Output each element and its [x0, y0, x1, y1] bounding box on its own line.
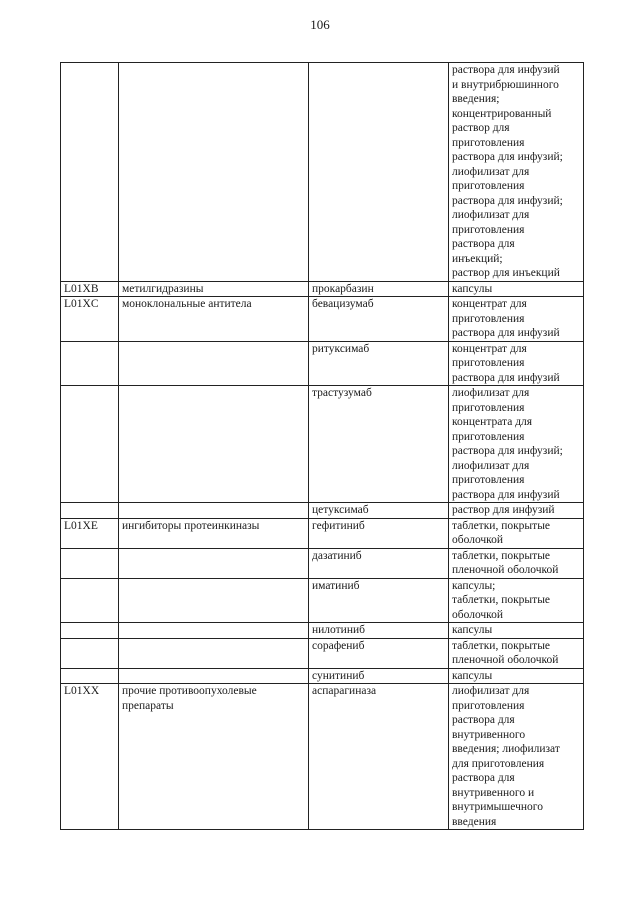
- pharmacological-group-cell: [119, 518, 309, 548]
- table-row: [61, 668, 584, 684]
- dosage-form-cell: [449, 281, 584, 297]
- pharmacological-group-text: прочие противоопухолевые препараты: [122, 685, 257, 712]
- drug-name-text: бевацизумаб: [312, 298, 374, 310]
- atc-code-cell: [61, 341, 119, 386]
- drug-name-cell: [309, 638, 449, 668]
- drug-name-cell: [309, 578, 449, 623]
- atc-code-cell: [61, 503, 119, 519]
- table-row: [61, 341, 584, 386]
- pharmacological-group-cell: [119, 684, 309, 830]
- drug-name-cell: [309, 297, 449, 342]
- page-number: 106: [310, 17, 330, 32]
- drug-name-cell: [309, 63, 449, 282]
- dosage-form-text: концентрат для приготовления раствора для инфузий: [452, 342, 560, 384]
- atc-code-cell: [61, 638, 119, 668]
- dosage-form-cell: [449, 386, 584, 503]
- pharmacological-group-cell: [119, 548, 309, 578]
- dosage-form-text: капсулы: [452, 282, 493, 295]
- drug-name-cell: [309, 684, 449, 830]
- table-row: [61, 548, 584, 578]
- table-row: [61, 578, 584, 623]
- dosage-form-text: раствора для инфузий и внутрибрюшинного введения; концентрированный раствор для приготовления раствора для инфузий; лиофилизат для приготовления раствора для инфузий; лиофилизат для приготовления раствора для инъекций; раствор для инъекций: [452, 64, 563, 279]
- dosage-form-text: таблетки, покрытые пленочной оболочкой: [452, 639, 559, 666]
- dosage-form-text: капсулы; таблетки, покрытые оболочкой: [452, 579, 551, 621]
- dosage-form-text: капсулы: [452, 624, 493, 636]
- atc-code-text: L01XC: [64, 298, 99, 310]
- drug-name-cell: [309, 518, 449, 548]
- drug-table: [60, 62, 584, 830]
- pharmacological-group-cell: [119, 503, 309, 519]
- dosage-form-cell: [449, 297, 584, 342]
- dosage-form-cell: [449, 684, 584, 830]
- dosage-form-cell: [449, 341, 584, 386]
- atc-code-cell: [61, 63, 119, 282]
- pharmacological-group-text: ингибиторы протеинкиназы: [122, 519, 260, 532]
- dosage-form-cell: [449, 638, 584, 668]
- dosage-form-text: таблетки, покрытые пленочной оболочкой: [452, 549, 559, 576]
- pharmacological-group-cell: [119, 668, 309, 684]
- pharmacological-group-cell: [119, 638, 309, 668]
- table-row: [61, 281, 584, 297]
- atc-code-text: L01XX: [64, 685, 100, 697]
- drug-name-cell: [309, 548, 449, 578]
- atc-code-text: L01XE: [64, 519, 98, 532]
- drug-name-text: дазатиниб: [312, 549, 362, 562]
- dosage-form-cell: [449, 503, 584, 519]
- drug-name-cell: [309, 668, 449, 684]
- drug-name-cell: [309, 503, 449, 519]
- drug-name-text: цетуксимаб: [312, 504, 369, 516]
- drug-name-text: гефитиниб: [312, 519, 365, 532]
- dosage-form-text: раствор для инфузий: [452, 504, 555, 516]
- pharmacological-group-cell: [119, 623, 309, 639]
- drug-name-cell: [309, 341, 449, 386]
- pharmacological-group-cell: [119, 297, 309, 342]
- dosage-form-cell: [449, 548, 584, 578]
- pharmacological-group-cell: [119, 386, 309, 503]
- dosage-form-text: капсулы: [452, 669, 493, 682]
- table-row: [61, 386, 584, 503]
- atc-code-cell: [61, 297, 119, 342]
- atc-code-cell: [61, 684, 119, 830]
- atc-code-cell: [61, 578, 119, 623]
- dosage-form-text: таблетки, покрытые оболочкой: [452, 519, 551, 546]
- pharmacological-group-cell: [119, 63, 309, 282]
- atc-code-cell: [61, 668, 119, 684]
- drug-name-text: трастузумаб: [312, 387, 372, 399]
- table-row: [61, 623, 584, 639]
- pharmacological-group-text: метилгидразины: [122, 282, 204, 295]
- dosage-form-cell: [449, 63, 584, 282]
- table-row: [61, 503, 584, 519]
- drug-name-text: иматиниб: [312, 579, 360, 592]
- drug-name-text: прокарбазин: [312, 282, 374, 295]
- pharmacological-group-cell: [119, 281, 309, 297]
- drug-table-body: [61, 63, 584, 830]
- pharmacological-group-cell: [119, 578, 309, 623]
- drug-name-text: аспарагиназа: [312, 685, 377, 697]
- table-row: [61, 638, 584, 668]
- table-row: [61, 684, 584, 830]
- atc-code-cell: [61, 623, 119, 639]
- table-row: [61, 297, 584, 342]
- dosage-form-cell: [449, 623, 584, 639]
- table-row: [61, 63, 584, 282]
- atc-code-cell: [61, 518, 119, 548]
- atc-code-cell: [61, 386, 119, 503]
- drug-name-text: нилотиниб: [312, 624, 365, 636]
- drug-name-text: сунитиниб: [312, 669, 365, 682]
- pharmacological-group-text: моноклональные антитела: [122, 298, 252, 310]
- dosage-form-cell: [449, 578, 584, 623]
- drug-name-text: ритуксимаб: [312, 342, 370, 355]
- dosage-form-text: лиофилизат для приготовления концентрата для приготовления раствора для инфузий; лиофилизат для приготовления раствора для инфузий: [452, 387, 563, 501]
- atc-code-cell: [61, 548, 119, 578]
- dosage-form-cell: [449, 668, 584, 684]
- drug-name-cell: [309, 386, 449, 503]
- table-row: [61, 518, 584, 548]
- atc-code-text: L01XB: [64, 282, 99, 295]
- dosage-form-text: концентрат для приготовления раствора для инфузий: [452, 298, 560, 339]
- atc-code-cell: [61, 281, 119, 297]
- drug-name-text: сорафениб: [312, 639, 365, 652]
- dosage-form-text: лиофилизат для приготовления раствора для внутривенного введения; лиофилизат для приготовления раствора для внутривенного и внутримышечного введения: [452, 685, 560, 828]
- dosage-form-cell: [449, 518, 584, 548]
- drug-name-cell: [309, 623, 449, 639]
- pharmacological-group-cell: [119, 341, 309, 386]
- drug-name-cell: [309, 281, 449, 297]
